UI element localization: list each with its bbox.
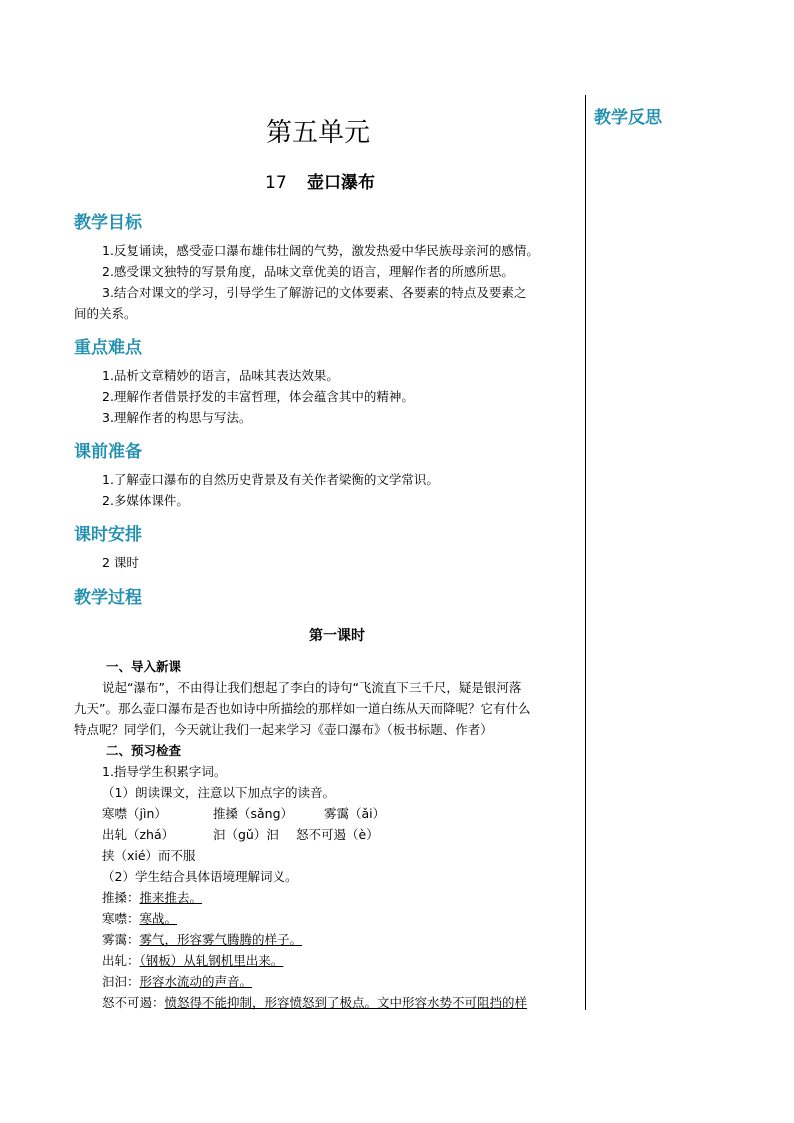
preparation-item: 2.多媒体课件。 xyxy=(102,493,189,508)
goal-item: 1.反复诵读，感受壶口瀑布雄伟壮阔的气势，激发热爱中华民族母亲河的感情。 xyxy=(102,243,539,258)
preparation-item: 1.了解壶口瀑布的自然历史背景及有关作者梁衡的文学常识。 xyxy=(102,472,439,487)
meaning-definition: 推来推去。 xyxy=(139,890,203,905)
meaning-row xyxy=(102,887,202,908)
intro-heading: 一、导入新课 xyxy=(106,659,182,674)
meaning-intro: （2）学生结合具体语境理解词义。 xyxy=(102,869,298,884)
meaning-definition: 愤怒得不能抑制，形容愤怒到了极点。文中形容水势不可阻挡的样 xyxy=(164,995,528,1010)
pinyin-item: 推搡（sǎng） xyxy=(213,806,294,821)
key-point-item: 2.理解作者借景抒发的丰富哲理，体会蕴含其中的精神。 xyxy=(102,389,414,404)
meaning-term: 推搡： xyxy=(102,890,140,905)
meaning-term: 雾霭： xyxy=(102,932,140,947)
goal-item: 间的关系。 xyxy=(74,306,137,321)
goal-item: 2.感受课文独特的写景角度，品味文章优美的语言，理解作者的所感所思。 xyxy=(102,264,514,279)
key-points-heading: 重点难点 xyxy=(74,338,142,358)
meaning-row xyxy=(102,908,177,929)
meaning-term: 怒不可遏： xyxy=(102,995,165,1010)
pinyin-item: 雾霭（ǎi） xyxy=(324,806,386,821)
intro-line: 特点呢？同学们，今天就让我们一起来学习《壶口瀑布》（板书标题、作者） xyxy=(74,722,493,737)
meaning-definition: 形容水流动的声音。 xyxy=(139,974,253,989)
reflection-heading: 教学反思 xyxy=(594,108,662,128)
pinyin-item: 怒不可遏（è） xyxy=(296,827,379,842)
lesson-name: 壶口瀑布 xyxy=(307,173,375,193)
unit-title: 第五单元 xyxy=(266,118,371,148)
meaning-term: 寒噤： xyxy=(102,911,140,926)
schedule-heading: 课时安排 xyxy=(74,525,142,545)
key-point-item: 1.品析文章精妙的语言，品味其表达效果。 xyxy=(102,368,339,383)
pinyin-item: 出轧（zhá） xyxy=(102,827,175,842)
lesson-title xyxy=(265,168,375,193)
period-title: 第一课时 xyxy=(309,628,365,644)
meaning-row xyxy=(102,929,302,950)
key-point-item: 3.理解作者的构思与写法。 xyxy=(102,410,252,425)
goal-item: 3.结合对课文的学习，引导学生了解游记的文体要素、各要素的特点及要素之 xyxy=(102,285,527,300)
lesson-number: 17 xyxy=(265,173,287,193)
meaning-row xyxy=(102,971,252,992)
preparation-heading: 课前准备 xyxy=(74,442,142,462)
meaning-definition: （钢板）从轧钢机里出来。 xyxy=(139,953,284,968)
intro-line: 九天”。那么壶口瀑布是否也如诗中所描绘的那样如一道白练从天而降呢？它有什么 xyxy=(74,701,531,716)
process-heading: 教学过程 xyxy=(74,588,142,608)
meaning-definition: 寒战。 xyxy=(139,911,178,926)
goals-heading: 教学目标 xyxy=(74,213,142,233)
pinyin-item: 挟（xié）而不服 xyxy=(102,848,196,863)
preview-heading: 二、预习检查 xyxy=(106,743,182,758)
schedule-item: 2 课时 xyxy=(102,555,139,570)
meaning-term: 汩汩： xyxy=(102,974,140,989)
meaning-term: 出轧： xyxy=(102,953,140,968)
pinyin-item: 寒噤（jìn） xyxy=(102,806,167,821)
pinyin-item: 汩（gǔ）汩 xyxy=(213,827,279,842)
preview-line: （1）朗读课文，注意以下加点字的读音。 xyxy=(102,785,335,800)
preview-line: 1.指导学生积累字词。 xyxy=(102,764,227,779)
meaning-definition: 雾气，形容雾气腾腾的样子。 xyxy=(139,932,303,947)
meaning-row xyxy=(102,950,283,971)
meaning-row xyxy=(102,992,527,1013)
intro-line: 说起“瀑布”，不由得让我们想起了李白的诗句“飞流直下三千尺，疑是银河落 xyxy=(102,680,522,695)
column-divider xyxy=(585,95,586,1010)
